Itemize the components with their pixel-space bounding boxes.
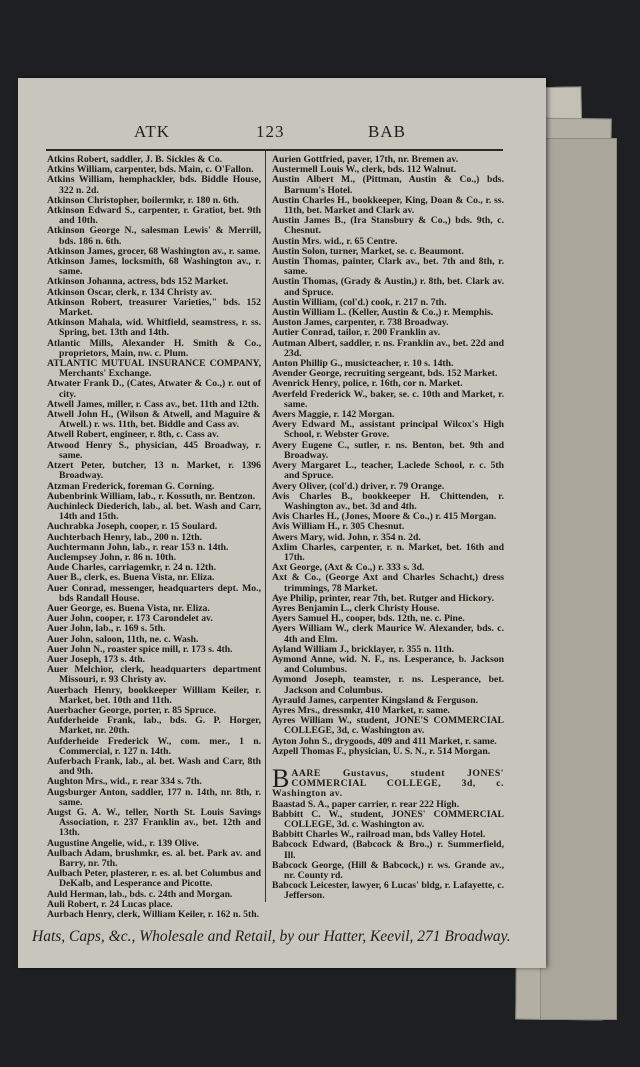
directory-entry: Auston James, carpenter, r. 738 Broadway. (272, 317, 449, 329)
directory-entry: Babbitt C. W., student, JONES' COMMERCIAL COLLEGE, 3d. c. Washington av. (272, 808, 504, 830)
running-header (18, 78, 546, 149)
directory-entry: Austin James B., (Ira Stansbury & Co.,) bds. 9th, c. Chesnut. (272, 215, 504, 237)
directory-entry: Atwater Frank D., (Cates, Atwater & Co.,) r. out of city. (47, 378, 261, 400)
directory-entry: Ayrauld James, carpenter Kingsland & Ferguson. (272, 694, 479, 706)
directory-entry: Atwell James, miller, r. Cass av., bet. 11th and 12th. (47, 398, 259, 410)
directory-entry: Austin Thomas, painter, Clark av., bet. 7th and 8th, r. same. (272, 256, 504, 278)
directory-entry: Auld Herman, lab., bds. c. 24th and Morgan. (47, 888, 233, 900)
directory-entry: Aye Philip, printer, rear 7th, bet. Rutger and Hickory. (272, 592, 495, 604)
directory-entry: Babcock George, (Hill & Babcock,) r. ws. Grande av., nr. County rd. (272, 859, 504, 882)
page-edge (540, 138, 617, 1020)
directory-entry: Atkinson Christopher, boilermkr, r. 180 n. 6th. (47, 194, 239, 206)
directory-entry: Ayland William J., bricklayer, r. 355 n. 11th. (272, 643, 455, 655)
directory-entry: Austin Thomas, (Grady & Austin,) r. 8th, bet. Clark av. and Spruce. (272, 276, 504, 298)
directory-entry: Autman Albert, saddler, r. ns. Franklin av., bet. 22d and 23d. (272, 337, 504, 359)
left-column (47, 155, 265, 920)
directory-entry: Avis Charles B., bookkeeper H. Chittenden, r. Washington av., bet. 3d and 4th. (272, 490, 504, 512)
directory-entry: Avery Eugene C., sutler, r. ns. Benton, bet. 9th and Broadway. (272, 439, 504, 461)
directory-entry: Ayton John S., drygoods, 409 and 411 Market, r. same. (272, 735, 497, 747)
directory-entry: Babbitt Charles W., railroad man, bds Valley Hotel. (272, 829, 486, 841)
directory-entry: Ayers William W., clerk Maurice W. Alexander, bds. c. 4th and Elm. (272, 623, 504, 645)
directory-entry: Aulbach Peter, plasterer, r. es. al. bet Columbus and DeKalb, and Lesperance and Picotte. (47, 868, 261, 890)
directory-entry: Atkinson James, grocer, 68 Washington av., r. same. (47, 245, 261, 257)
right-column (265, 151, 504, 902)
directory-entry: Azpell Thomas F., physician, U. S. N., r. 514 Morgan. (272, 745, 491, 757)
directory-entry: Awers Mary, wid. John, r. 354 n. 2d. (272, 531, 421, 543)
directory-entry: Atkinson Robert, treasurer Varieties," bds. 152 Market. (47, 296, 261, 319)
directory-entry: Auer John, lab., r. 169 s. 5th. (47, 623, 166, 635)
directory-entry: Atkins William, hemphackler, bds. Biddle House, 322 n. 2d. (47, 174, 261, 196)
directory-entry: Aymond Joseph, teamster, r. ns. Lesperance, bet. Jackson and Columbus. (272, 674, 504, 696)
directory-entry: Aufderheide Frank, lab., bds. G. P. Horger, Market, nr. 20th. (47, 715, 261, 737)
directory-entry: Auclempsey John, r. 86 n. 10th. (47, 551, 177, 563)
directory-entry: Autier Conrad, tailor, r. 200 Franklin av. (272, 327, 441, 339)
directory-entry: Atzert Peter, butcher, 13 n. Market, r. 1396 Broadway. (47, 460, 261, 482)
directory-entry: Ayers Samuel H., cooper, bds. 12th, ne. c. Pine. (272, 613, 465, 625)
directory-entry: Ayres Mrs., dressmkr, 410 Market, r. same. (272, 704, 450, 716)
directory-entry: Babcock Edward, (Babcock & Bro.,) r. Summerfield, Ill. (272, 839, 504, 861)
directory-entry: Axlim Charles, carpenter, r. n. Market, bet. 16th and 17th. (272, 541, 504, 563)
directory-entry: Augsburger Anton, saddler, 177 n. 14th, nr. 8th, r. same. (47, 786, 261, 808)
directory-entry: Auli Robert, r. 24 Lucas place. (47, 898, 173, 910)
directory-entry: Auer Conrad, messenger, headquarters dept. Mo., bds Randall House. (47, 582, 261, 604)
directory-entry: Atkins William, carpenter, bds. Main, c. O'Fallon. (47, 164, 254, 176)
directory-entry: Avery Oliver, (col'd.) driver, r. 79 Orange. (272, 480, 445, 492)
directory-entry: Atkins Robert, saddler, J. B. Sickles & Co. (47, 154, 223, 165)
directory-entry: Ayres William W., student, JONE'S COMMERCIAL COLLEGE, 3d, c. Washington av. (272, 715, 504, 737)
directory-entry: Atzman Frederick, foreman G. Corning. (47, 480, 215, 492)
directory-entry: Atwell Robert, engineer, r. 8th, c. Cass av. (47, 429, 219, 441)
directory-entry: Aufderheide Frederick W., com. mer., 1 n. Commercial, r. 127 n. 14th. (47, 735, 261, 757)
directory-entry: Auferbach Frank, lab., al. bet. Wash and Carr, 8th and 9th. (47, 755, 261, 778)
drop-cap: B (272, 768, 290, 793)
directory-entry: Auer B., clerk, es. Buena Vista, nr. Eliza. (47, 572, 215, 584)
directory-entry: Aymond Anne, wid. N. F., ns. Lesperance, b. Jackson and Columbus. (272, 653, 504, 676)
directory-entry: ATLANTIC MUTUAL INSURANCE COMPANY, Merchants' Exchange. (47, 358, 261, 380)
directory-entry: Auchtermann John, lab., r. rear 153 n. 14th. (47, 541, 229, 553)
directory-entry: Auer John, saloon, 11th, ne. c. Wash. (47, 633, 199, 645)
directory-entry: Avery Edward M., assistant principal Wilcox's High School, r. Webster Grove. (272, 419, 504, 441)
directory-entry: Baastad S. A., paper carrier, r. rear 222 High. (272, 798, 460, 810)
directory-entry: Aughton Mrs., wid., r. rear 334 s. 7th. (47, 776, 202, 788)
directory-entry: Auer John N., roaster spice mill, r. 173 s. 4th. (47, 643, 233, 655)
directory-entry: Atwell John H., (Wilson & Atwell, and Maguire & Atwell.) r. ws. 11th, bet. Biddle and Cass av. (47, 409, 261, 431)
directory-entry: Austin William L. (Keller, Austin & Co.,) r. Memphis. (272, 307, 494, 319)
directory-entry: Auchinleck Diederich, lab., al. bet. Wash and Carr, 14th and 15th. (47, 500, 261, 523)
directory-entry: Auer Joseph, 173 s. 4th. (47, 653, 146, 665)
directory-entry: Augst G. A. W., teller, North St. Louis Savings Association, r. 237 Franklin av., bet. 12th and 13th. (47, 807, 261, 839)
directory-entry: Avender George, recruiting sergeant, bds. 152 Market. (272, 368, 498, 380)
directory-entry: Auer George, es. Buena Vista, nr. Eliza. (47, 602, 210, 614)
directory-entry: Axt & Co., (George Axt and Charles Schacht,) dress trimmings, 78 Market. (272, 572, 504, 594)
directory-entry: Aude Charles, carriagemkr, r. 24 n. 12th. (47, 562, 217, 574)
directory-entry: Auerbacher George, porter, r. 85 Spruce. (47, 704, 216, 716)
directory-entry: Austin Solon, turner, Market, se. c. Beaumont. (272, 245, 464, 257)
directory-entry: Avenrick Henry, police, r. 16th, cor n. Market. (272, 378, 463, 390)
directory-entry: Avery Margaret L., teacher, Laclede School, r. c. 5th and Spruce. (272, 460, 504, 482)
directory-entry: Auchrabka Joseph, cooper, r. 15 Soulard. (47, 521, 218, 533)
guide-word-left: ATK (134, 122, 171, 141)
directory-entry: Auer Melchior, clerk, headquarters department Missouri, r. 93 Christy av. (47, 664, 261, 686)
directory-entry: Babcock Leicester, lawyer, 6 Lucas' bldg, r. Lafayette, c. Jefferson. (272, 880, 504, 902)
directory-entry: Avers Maggie, r. 142 Morgan. (272, 409, 395, 421)
directory-entry: Atkinson Oscar, clerk, r. 134 Christy av. (47, 286, 213, 298)
directory-entry: Augustine Angelie, wid., r. 139 Olive. (47, 837, 199, 849)
directory-entry: Atwood Henry S., physician, 445 Broadway, r. same. (47, 439, 261, 461)
directory-entry: Averfeld Frederick W., baker, se. c. 10th and Market, r. same. (272, 388, 504, 410)
directory-entry: Avis Charles H., (Jones, Moore & Co.,) r. 415 Morgan. (272, 511, 497, 523)
directory-entry: Austermell Louis W., clerk, bds. 112 Walnut. (272, 164, 457, 176)
directory-entry: Axt George, (Axt & Co.,) r. 333 s. 3d. (272, 562, 425, 574)
directory-entry: Austin Mrs. wid., r. 65 Centre. (272, 235, 398, 247)
directory-entry: Ayres Benjamin L., clerk Christy House. (272, 602, 440, 614)
directory-entry: Austin Albert M., (Pittman, Austin & Co.,) bds. Barnum's Hotel. (272, 174, 504, 196)
directory-entry: Atkinson Mahala, wid. Whitfield, seamstress, r. ss. Spring, bet. 13th and 14th. (47, 317, 261, 339)
footer-advertisement: Hats, Caps, &c., Wholesale and Retail, by our Hatter, Keevil, 271 Broadway. (32, 928, 511, 946)
columns (47, 155, 504, 920)
directory-entry: Aurbach Henry, clerk, William Keiler, r. 162 n. 5th. (47, 909, 260, 921)
page-number: 123 (256, 122, 285, 141)
directory-entry: Anton Phillip G., musicteacher, r. 10 s. 14th. (272, 358, 454, 370)
directory-entry: Aurien Gottfried, paver, 17th, nr. Bremen av. (272, 154, 459, 165)
directory-entry: Austin Charles H., bookkeeper, King, Doan & Co., r. ss. 11th, bet. Market and Clark av. (272, 194, 504, 217)
directory-entry: Atkinson George N., salesman Lewis' & Merrill, bds. 186 n. 6th. (47, 225, 261, 247)
directory-entry: Aubenbrink William, lab., r. Kossuth, nr. Bentzon. (47, 490, 256, 502)
directory-entry: Auer John, cooper, r. 173 Carondelet av. (47, 613, 213, 625)
directory-entry: BAARE Gustavus, student JONES' COMMERCIAL COLLEGE, 3d, c. Washington av. (272, 768, 504, 800)
directory-entry: Atlantic Mills, Alexander H. Smith & Co., proprietors, Main, nw. c. Plum. (47, 337, 261, 359)
directory-entry: Austin William, (col'd.) cook, r. 217 n. 7th. (272, 296, 447, 308)
section-gap (272, 757, 504, 769)
directory-entry: Atkinson Johanna, actress, bds 152 Market. (47, 276, 229, 288)
guide-word-right: BAB (368, 122, 406, 141)
directory-entry: Atkinson James, locksmith, 68 Washington av., r. same. (47, 256, 261, 278)
directory-entry: Avis William H., r. 305 Chesnut. (272, 521, 405, 533)
directory-page (18, 78, 546, 968)
directory-entry: Aulbach Adam, brushmkr, es. al. bet. Park av. and Barry, nr. 7th. (47, 847, 261, 870)
directory-entry: Auchterbach Henry, lab., 200 n. 12th. (47, 531, 203, 543)
directory-entry: Atkinson Edward S., carpenter, r. Gratiot, bet. 9th and 10th. (47, 205, 261, 227)
directory-entry: Auerbach Henry, bookkeeper William Keiler, r. Market, bet. 10th and 11th. (47, 684, 261, 706)
